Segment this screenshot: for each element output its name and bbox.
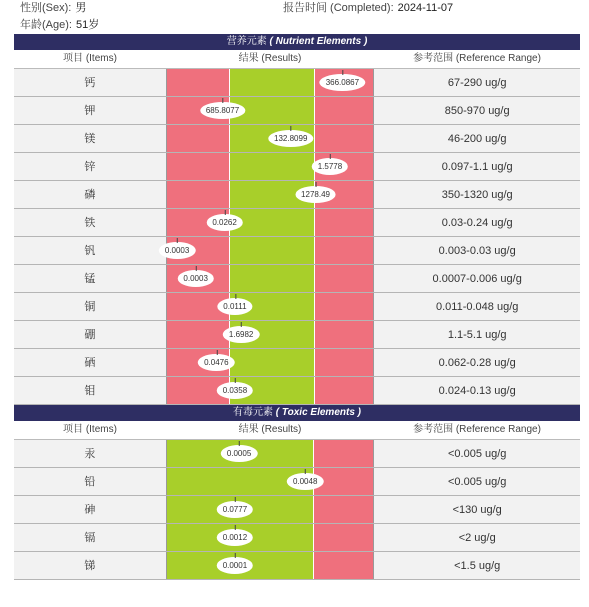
- table-row: [14, 524, 580, 552]
- result-value-marker: 1.5778: [312, 158, 348, 175]
- col-results: 结果 (Results): [238, 424, 302, 435]
- result-value-marker: 0.0262: [206, 214, 242, 231]
- result-value-marker: 0.0012: [217, 529, 253, 546]
- reference-range: 46-200 ug/g: [373, 125, 580, 152]
- reference-range: <1.5 ug/g: [373, 552, 580, 579]
- table-row: [14, 265, 580, 293]
- element-name: 锰: [14, 265, 166, 292]
- nutrient-section-header: [14, 34, 580, 50]
- result-bar: [166, 97, 374, 124]
- result-value-marker: 1278.49: [295, 186, 336, 203]
- element-name: 钙: [14, 69, 166, 96]
- toxic-title-cn: 有毒元素: [233, 407, 273, 418]
- low-range-segment: [167, 181, 229, 208]
- reference-range: <0.005 ug/g: [373, 440, 580, 467]
- report-completed-date: [283, 0, 453, 15]
- age-value: 51岁: [75, 19, 100, 31]
- reference-range: 0.03-0.24 ug/g: [373, 209, 580, 236]
- table-row: [14, 237, 580, 265]
- reference-range: 0.062-0.28 ug/g: [373, 349, 580, 376]
- reference-range: 1.1-5.1 ug/g: [373, 321, 580, 348]
- sex-value: 男: [75, 2, 87, 14]
- reference-range: <0.005 ug/g: [373, 468, 580, 495]
- reference-range: 0.011-0.048 ug/g: [373, 293, 580, 320]
- result-value-marker: 0.0001: [217, 557, 253, 574]
- result-bar: [166, 69, 374, 96]
- element-name: 镉: [14, 524, 166, 551]
- nutrient-column-header: [14, 50, 580, 69]
- result-bar: [166, 524, 374, 551]
- toxic-section-header: [14, 405, 580, 421]
- element-name: 铅: [14, 468, 166, 495]
- normal-range-segment: [229, 237, 315, 264]
- table-row: [14, 468, 580, 496]
- high-range-segment: [315, 265, 374, 292]
- result-value-marker: 0.0476: [198, 354, 234, 371]
- table-row: [14, 153, 580, 181]
- toxic-range-segment: [314, 440, 374, 467]
- table-row: [14, 69, 580, 97]
- reference-range: 67-290 ug/g: [373, 69, 580, 96]
- result-bar: [166, 265, 374, 292]
- element-name: 铜: [14, 293, 166, 320]
- low-range-segment: [167, 69, 229, 96]
- low-range-segment: [167, 153, 229, 180]
- high-range-segment: [315, 377, 374, 404]
- normal-range-segment: [229, 349, 315, 376]
- high-range-segment: [315, 349, 374, 376]
- element-name: 砷: [14, 496, 166, 523]
- col-reference: 参考范围 (Reference Range): [413, 424, 541, 435]
- high-range-segment: [315, 293, 374, 320]
- result-bar: [166, 377, 374, 404]
- table-row: [14, 209, 580, 237]
- result-bar: [166, 237, 374, 264]
- table-row: [14, 181, 580, 209]
- nutrient-title-cn: 营养元素: [226, 36, 267, 47]
- table-row: [14, 125, 580, 153]
- element-name: 锑: [14, 552, 166, 579]
- element-name: 磷: [14, 181, 166, 208]
- patient-sex: [20, 0, 86, 15]
- completed-value: 2024-11-07: [397, 2, 454, 14]
- result-bar: [166, 440, 374, 467]
- result-bar: [166, 209, 374, 236]
- col-items: 项目 (Items): [63, 424, 117, 435]
- table-row: [14, 321, 580, 349]
- result-bar: [166, 181, 374, 208]
- col-reference: 参考范围 (Reference Range): [413, 53, 541, 64]
- result-bar: [166, 349, 374, 376]
- normal-range-segment: [229, 69, 315, 96]
- result-value-marker: 1.6982: [223, 326, 259, 343]
- reference-range: <2 ug/g: [373, 524, 580, 551]
- element-name: 硒: [14, 349, 166, 376]
- toxic-range-segment: [314, 552, 374, 579]
- result-bar: [166, 468, 374, 495]
- toxic-range-segment: [314, 496, 374, 523]
- table-row: [14, 377, 580, 405]
- table-row: [14, 349, 580, 377]
- element-name: 汞: [14, 440, 166, 467]
- nutrient-title-en: ( Nutrient Elements ): [269, 36, 368, 47]
- low-range-segment: [167, 125, 229, 152]
- table-row: [14, 496, 580, 524]
- toxic-title-en: ( Toxic Elements ): [275, 407, 361, 418]
- high-range-segment: [315, 321, 374, 348]
- nutrient-rows: [14, 69, 580, 405]
- completed-label: 报告时间 (Completed):: [283, 2, 394, 14]
- element-report: [14, 34, 580, 580]
- patient-age: [20, 16, 99, 32]
- result-bar: [166, 153, 374, 180]
- result-bar: [166, 293, 374, 320]
- result-value-marker: 685.8077: [200, 102, 245, 119]
- result-value-marker: 0.0777: [217, 501, 253, 518]
- table-row: [14, 552, 580, 580]
- reference-range: 0.0007-0.006 ug/g: [373, 265, 580, 292]
- result-value-marker: 0.0003: [177, 270, 213, 287]
- result-value-marker: 0.0005: [221, 445, 257, 462]
- result-value-marker: 0.0111: [217, 298, 252, 315]
- normal-range-segment: [229, 153, 315, 180]
- result-value-marker: 0.0048: [287, 473, 323, 490]
- toxic-column-header: [14, 421, 580, 440]
- element-name: 钼: [14, 377, 166, 404]
- result-value-marker: 132.8099: [268, 130, 313, 147]
- low-range-segment: [167, 321, 229, 348]
- high-range-segment: [315, 97, 374, 124]
- reference-range: 0.024-0.13 ug/g: [373, 377, 580, 404]
- table-row: [14, 97, 580, 125]
- col-items: 项目 (Items): [63, 53, 117, 64]
- normal-range-segment: [229, 265, 315, 292]
- high-range-segment: [315, 125, 374, 152]
- table-row: [14, 440, 580, 468]
- toxic-rows: [14, 440, 580, 580]
- toxic-range-segment: [314, 524, 374, 551]
- reference-range: 350-1320 ug/g: [373, 181, 580, 208]
- result-bar: [166, 125, 374, 152]
- element-name: 铁: [14, 209, 166, 236]
- result-value-marker: 0.0358: [217, 382, 253, 399]
- age-label: 年龄(Age):: [20, 19, 72, 31]
- col-results: 结果 (Results): [238, 53, 302, 64]
- reference-range: 850-970 ug/g: [373, 97, 580, 124]
- element-name: 锌: [14, 153, 166, 180]
- result-value-marker: 366.0867: [320, 74, 365, 91]
- result-value-marker: 0.0003: [159, 242, 195, 259]
- result-bar: [166, 552, 374, 579]
- table-row: [14, 293, 580, 321]
- high-range-segment: [315, 209, 374, 236]
- high-range-segment: [315, 237, 374, 264]
- element-name: 硼: [14, 321, 166, 348]
- result-bar: [166, 321, 374, 348]
- sex-label: 性别(Sex):: [20, 2, 72, 14]
- reference-range: <130 ug/g: [373, 496, 580, 523]
- reference-range: 0.097-1.1 ug/g: [373, 153, 580, 180]
- element-name: 钒: [14, 237, 166, 264]
- element-name: 钾: [14, 97, 166, 124]
- element-name: 镁: [14, 125, 166, 152]
- result-bar: [166, 496, 374, 523]
- reference-range: 0.003-0.03 ug/g: [373, 237, 580, 264]
